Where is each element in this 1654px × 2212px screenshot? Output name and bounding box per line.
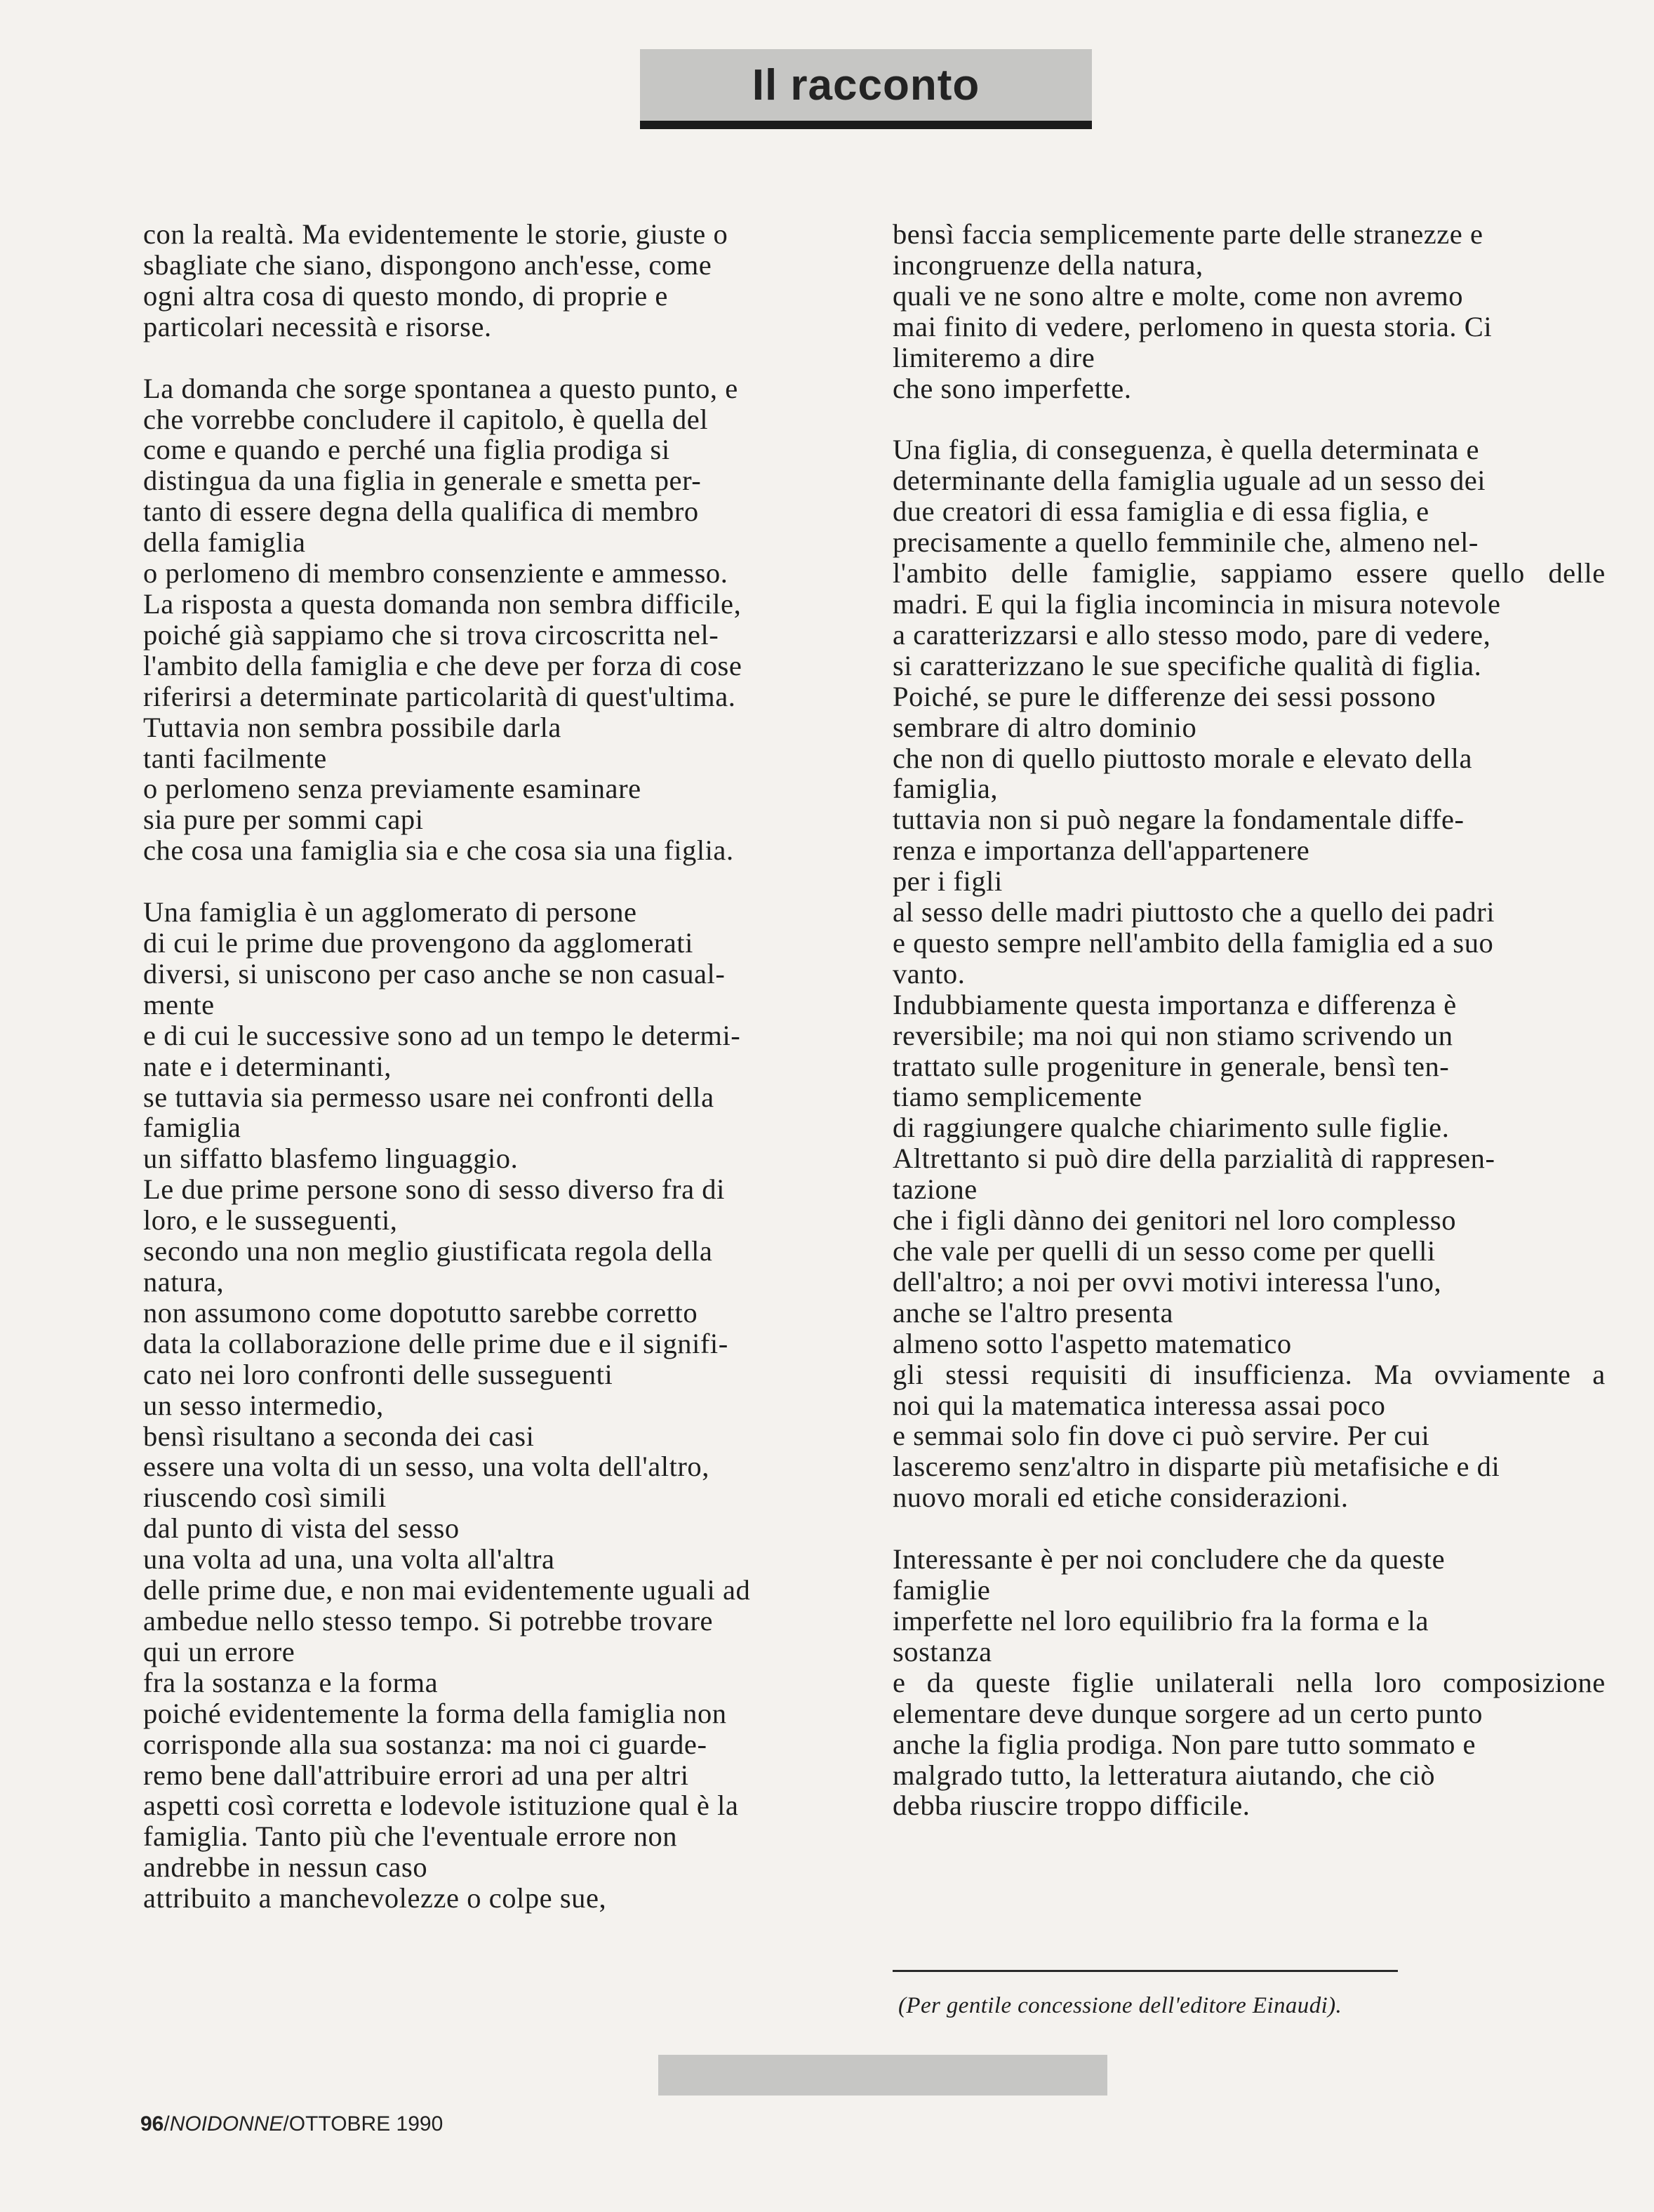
text-line: dal punto di vista del sesso: [143, 1512, 460, 1545]
text-line: bensì risultano a seconda dei casi: [143, 1420, 535, 1452]
text-line: famiglia: [143, 1112, 241, 1144]
text-line: incongruenze della natura,: [893, 248, 1203, 281]
magazine-name: NOIDONNE: [169, 2112, 284, 2136]
text-line: riuscendo così simili: [143, 1481, 387, 1514]
text-line: che vale per quelli di un sesso come per quelli: [893, 1235, 1436, 1267]
text-line: al sesso delle madri piuttosto che a quello dei padri: [893, 896, 1495, 928]
text-line: particolari necessità e risorse.: [143, 310, 492, 342]
text-line: La domanda che sorge spontanea a questo punto, e: [143, 372, 738, 404]
text-line: distingua da una figlia in generale e smetta per-: [143, 465, 702, 497]
text-line: due creatori di essa famiglia e di essa figlia, e: [893, 495, 1429, 528]
text-line: l'ambito della famiglia e che deve per forza di cose: [143, 649, 742, 681]
text-line: che i figli dànno dei genitori nel loro complesso: [893, 1204, 1457, 1237]
text-line: tanto di essere degna della qualifica di membro: [143, 495, 699, 528]
text-line: sembrare di altro dominio: [893, 711, 1197, 743]
text-line: attribuito a manchevolezze o colpe sue,: [143, 1882, 607, 1914]
text-line: remo bene dall'attribuire errori ad una per altri: [143, 1759, 689, 1791]
text-line: a caratterizzarsi e allo stesso modo, pare di vedere,: [893, 618, 1491, 651]
section-header: [640, 49, 1092, 129]
text-line: debba riuscire troppo difficile.: [893, 1790, 1250, 1822]
text-line: anche se l'altro presenta: [893, 1296, 1173, 1328]
text-line: elementare deve dunque sorgere ad un certo punto: [893, 1697, 1483, 1729]
text-line: vanto.: [893, 957, 966, 990]
text-line: anche la figlia prodiga. Non pare tutto sommato e: [893, 1728, 1476, 1760]
text-line: famiglie: [893, 1574, 991, 1606]
text-line: con la realtà. Ma evidentemente le storie, giuste o: [143, 218, 728, 250]
text-line: natura,: [143, 1266, 225, 1298]
text-line: malgrado tutto, la letteratura aiutando, che ciò: [893, 1759, 1436, 1791]
text-line: che sono imperfette.: [893, 372, 1132, 404]
text-line: tuttavia non si può negare la fondamentale diffe-: [893, 804, 1465, 836]
text-line: e di cui le successive sono ad un tempo le determi-: [143, 1019, 741, 1051]
text-line: La risposta a questa domanda non sembra difficile,: [143, 587, 742, 620]
text-line: dell'altro; a noi per ovvi motivi interessa l'uno,: [893, 1265, 1442, 1298]
text-line: cato nei loro confronti delle susseguenti: [143, 1358, 613, 1390]
text-line: Poiché, se pure le differenze dei sessi possono: [893, 680, 1436, 712]
paragraph-break: [893, 404, 1606, 434]
text-line: famiglia,: [893, 773, 999, 805]
text-line: poiché già sappiamo che si trova circoscritta nel-: [143, 618, 719, 651]
text-line: tazione: [893, 1173, 978, 1206]
right-text-column: [893, 219, 1606, 1821]
text-line: renza e importanza dell'appartenere: [893, 834, 1310, 867]
footer-gray-bar: [658, 2055, 1107, 2096]
text-line: qui un errore: [143, 1635, 295, 1667]
page-footer: 96/NOIDONNE/OTTOBRE 1990: [140, 2112, 443, 2136]
text-line: mente: [143, 988, 215, 1020]
section-title: Il racconto: [752, 60, 980, 109]
left-text-column: [143, 219, 856, 1914]
text-line: Tuttavia non sembra possibile darla: [143, 711, 561, 743]
text-line: poiché evidentemente la forma della famiglia non: [143, 1697, 727, 1729]
text-line: madri. E qui la figlia incomincia in misura notevole: [893, 587, 1501, 620]
page-number: 96: [140, 2112, 164, 2136]
text-line: delle prime due, e non mai evidentemente uguali ad: [143, 1574, 751, 1606]
credit-note: (Per gentile concessione dell'editore Einaudi).: [898, 1993, 1342, 2018]
text-line: Una figlia, di conseguenza, è quella determinata e: [893, 434, 1480, 466]
text-line: loro, e le susseguenti,: [143, 1204, 398, 1237]
paragraph-break: [143, 342, 856, 373]
text-line: sia pure per sommi capi: [143, 804, 424, 836]
text-line: riferirsi a determinate particolarità di quest'ultima.: [143, 680, 736, 712]
text-line: bensì faccia semplicemente parte delle stranezze e: [893, 218, 1483, 250]
text-line: ambedue nello stesso tempo. Si potrebbe trovare: [143, 1604, 714, 1637]
text-line: non assumono come dopotutto sarebbe corretto: [143, 1296, 698, 1328]
text-line: noi qui la matematica interessa assai poco: [893, 1389, 1386, 1421]
text-line: per i figli: [893, 865, 1003, 898]
text-line: data la collaborazione delle prime due e il signifi-: [143, 1327, 728, 1359]
text-line: della famiglia: [143, 526, 306, 559]
text-line: come e quando e perché una figlia prodiga si: [143, 434, 670, 466]
text-line: imperfette nel loro equilibrio fra la forma e la: [893, 1604, 1429, 1637]
issue-date: OTTOBRE 1990: [288, 2112, 443, 2136]
text-line: Altrettanto si può dire della parzialità di rappresen-: [893, 1142, 1495, 1175]
text-line: famiglia. Tanto più che l'eventuale errore non: [143, 1820, 678, 1853]
text-line: nuovo morali ed etiche considerazioni.: [893, 1481, 1349, 1514]
text-line: che vorrebbe concludere il capitolo, è quella del: [143, 403, 709, 435]
text-line: tiamo semplicemente: [893, 1081, 1142, 1113]
text-line: l'ambito delle famiglie, sappiamo essere quello delle: [893, 557, 1606, 589]
text-line: diversi, si uniscono per caso anche se non casual-: [143, 957, 726, 990]
text-line: trattato sulle progeniture in generale, bensì ten-: [893, 1050, 1450, 1082]
text-line: andrebbe in nessun caso: [143, 1851, 428, 1884]
text-line: si caratterizzano le sue specifiche qualità di figlia.: [893, 649, 1482, 681]
credit-divider: [893, 1970, 1398, 1972]
text-line: essere una volta di un sesso, una volta dell'altro,: [143, 1451, 709, 1483]
text-line: lasceremo senz'altro in disparte più metafisiche e di: [893, 1451, 1500, 1483]
paragraph-break: [143, 866, 856, 897]
text-line: determinante della famiglia uguale ad un sesso dei: [893, 465, 1486, 497]
text-line: e da queste figlie unilaterali nella loro composizione: [893, 1666, 1606, 1698]
text-line: gli stessi requisiti di insufficienza. Ma ovviamente a: [893, 1358, 1606, 1390]
text-line: Indubbiamente questa importanza e differenza è: [893, 988, 1457, 1020]
text-line: un sesso intermedio,: [143, 1389, 384, 1421]
text-line: se tuttavia sia permesso usare nei confronti della: [143, 1081, 714, 1113]
text-line: quali ve ne sono altre e molte, come non avremo: [893, 279, 1464, 312]
text-line: aspetti così corretta e lodevole istituzione qual è la: [143, 1790, 739, 1822]
text-line: che cosa una famiglia sia e che cosa sia una figlia.: [143, 834, 734, 867]
text-line: ogni altra cosa di questo mondo, di proprie e: [143, 279, 668, 312]
text-line: e semmai solo fin dove ci può servire. Per cui: [893, 1420, 1430, 1452]
text-line: nate e i determinanti,: [143, 1050, 392, 1082]
text-line: o perlomeno di membro consenziente e ammesso.: [143, 557, 728, 589]
text-line: almeno sotto l'aspetto matematico: [893, 1327, 1292, 1359]
text-line: reversibile; ma noi qui non stiamo scrivendo un: [893, 1019, 1453, 1051]
text-line: corrisponde alla sua sostanza: ma noi ci guarde-: [143, 1728, 707, 1760]
text-line: Una famiglia è un agglomerato di persone: [143, 896, 637, 928]
text-line: tanti facilmente: [143, 742, 327, 774]
text-line: precisamente a quello femminile che, almeno nel-: [893, 526, 1479, 559]
text-line: e questo sempre nell'ambito della famiglia ed a suo: [893, 926, 1494, 959]
text-line: di raggiungere qualche chiarimento sulle figlie.: [893, 1112, 1450, 1144]
text-line: secondo una non meglio giustificata regola della: [143, 1235, 713, 1267]
text-line: un siffatto blasfemo linguaggio.: [143, 1142, 519, 1175]
text-line: di cui le prime due provengono da agglomerati: [143, 927, 693, 959]
text-line: Interessante è per noi concludere che da queste: [893, 1543, 1446, 1575]
text-line: una volta ad una, una volta all'altra: [143, 1543, 555, 1575]
text-line: mai finito di vedere, perlomeno in questa storia. Ci: [893, 310, 1493, 342]
paragraph-break: [893, 1513, 1606, 1544]
text-line: sbagliate che siano, dispongono anch'esse, come: [143, 248, 712, 281]
text-line: sostanza: [893, 1635, 992, 1667]
text-line: Le due prime persone sono di sesso diverso fra di: [143, 1173, 725, 1206]
text-line: che non di quello piuttosto morale e elevato della: [893, 742, 1473, 774]
text-line: limiteremo a dire: [893, 341, 1095, 373]
text-line: fra la sostanza e la forma: [143, 1666, 439, 1698]
text-line: o perlomeno senza previamente esaminare: [143, 773, 641, 805]
